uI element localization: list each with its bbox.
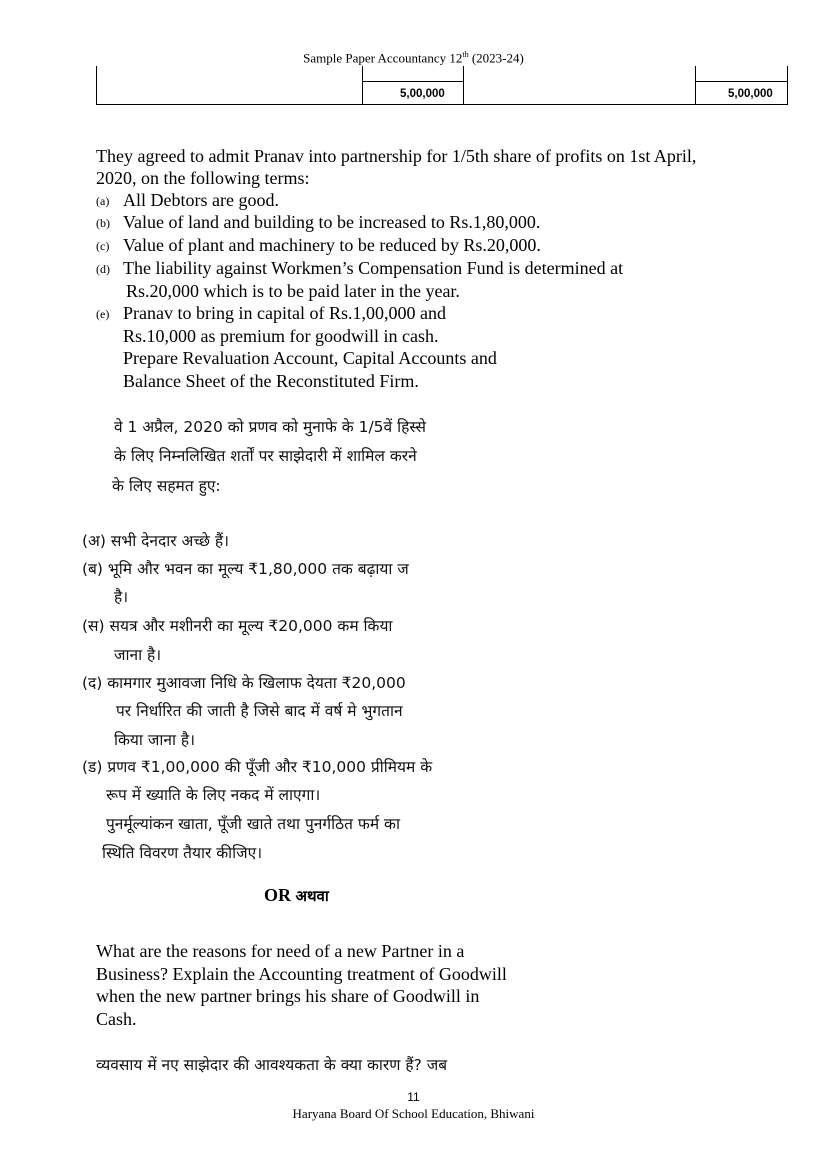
or-heading <box>264 885 329 906</box>
hindi-intro-line: के लिए सहमत हुए: <box>112 477 221 495</box>
hindi-term-line: (ड) प्रणव ₹1,00,000 की पूँजी और ₹10,000 प्रीमियम के <box>82 758 433 776</box>
header-title: Sample Paper Accountancy 12 <box>303 50 463 66</box>
term-d-continued: Rs.20,000 which is to be paid later in the year. <box>126 281 460 301</box>
footer-board: Haryana Board Of School Education, Bhiwani <box>292 1106 535 1121</box>
term-c-text: Value of plant and machinery to be reduced by Rs.20,000. <box>123 235 541 255</box>
or-heading-en: OR <box>264 885 291 905</box>
term-e-continued: Rs.10,000 as premium for goodwill in cash. <box>123 326 439 346</box>
term-a-text: All Debtors are good. <box>123 190 279 210</box>
hindi-intro-line: वे 1 अप्रैल, 2020 को प्रणव को मुनाफे के 1/5वें हिस्से <box>114 418 426 436</box>
term-e-text: Pranav to bring in capital of Rs.1,00,000 and <box>123 303 446 323</box>
question2-line: Business? Explain the Accounting treatment of Goodwill <box>96 964 507 984</box>
page-number: 11 <box>407 1090 420 1104</box>
table-total-right: 5,00,000 <box>728 88 773 100</box>
hindi-intro-line: के लिए निम्नलिखित शर्तों पर साझेदारी में शामिल करने <box>114 447 417 465</box>
page-header <box>0 50 827 66</box>
term-d-text: The liability against Workmen’s Compensation Fund is determined at <box>123 258 624 278</box>
header-title-sup: th <box>462 50 469 59</box>
hindi-term-line: (अ) सभी देनदार अच्छे हैं। <box>82 532 229 550</box>
hindi-term-line: पर निर्धारित की जाती है जिसे बाद में वर्ष मे भुगतान <box>116 702 403 720</box>
term-b-label: (b) <box>96 216 110 230</box>
hindi-term-line: रूप में ख्याति के लिए नकद में लाएगा। <box>106 786 321 804</box>
hindi-term-line: जाना है। <box>114 646 162 664</box>
term-b-text: Value of land and building to be increased to Rs.1,80,000. <box>123 212 541 232</box>
hindi-term-line: (द) कामगार मुआवजा निधि के खिलाफ देयता ₹20,000 <box>82 674 406 692</box>
term-d-label: (d) <box>96 262 110 276</box>
term-c-label: (c) <box>96 239 110 253</box>
question2-line: when the new partner brings his share of Goodwill in <box>96 986 480 1006</box>
question2-line: What are the reasons for need of a new Partner in a <box>96 941 465 961</box>
hindi-term-line: (ब) भूमि और भवन का मूल्य ₹1,80,000 तक बढ़ाया ज <box>82 560 409 578</box>
term-a-label: (a) <box>96 194 110 208</box>
instruction-line1: Prepare Revaluation Account, Capital Accounts and <box>123 348 497 368</box>
hindi-term-line: स्थिति विवरण तैयार कीजिए। <box>102 844 263 862</box>
question-intro-line1: They agreed to admit Pranav into partnership for 1/5th share of profits on 1st April, <box>96 146 697 166</box>
hindi-term-line: (स) सयत्र और मशीनरी का मूल्य ₹20,000 कम किया <box>82 617 393 635</box>
table-total-left: 5,00,000 <box>400 88 445 100</box>
hindi-term-line: पुनर्मूल्यांकन खाता, पूँजी खाते तथा पुनर्गठित फर्म का <box>106 815 400 833</box>
hindi-term-line: किया जाना है। <box>114 731 196 749</box>
instruction-line2: Balance Sheet of the Reconstituted Firm. <box>123 371 419 391</box>
hindi-term-line: है। <box>114 588 129 606</box>
question2-line: Cash. <box>96 1009 137 1029</box>
or-heading-hi: अथवा <box>295 887 329 905</box>
term-e-label: (e) <box>96 307 110 321</box>
question-intro-line2: 2020, on the following terms: <box>96 168 310 188</box>
question2-hindi: व्यवसाय में नए साझेदार की आवश्यकता के क्या कारण हैं? जब <box>96 1056 448 1074</box>
header-title-year: (2023-24) <box>468 50 524 66</box>
